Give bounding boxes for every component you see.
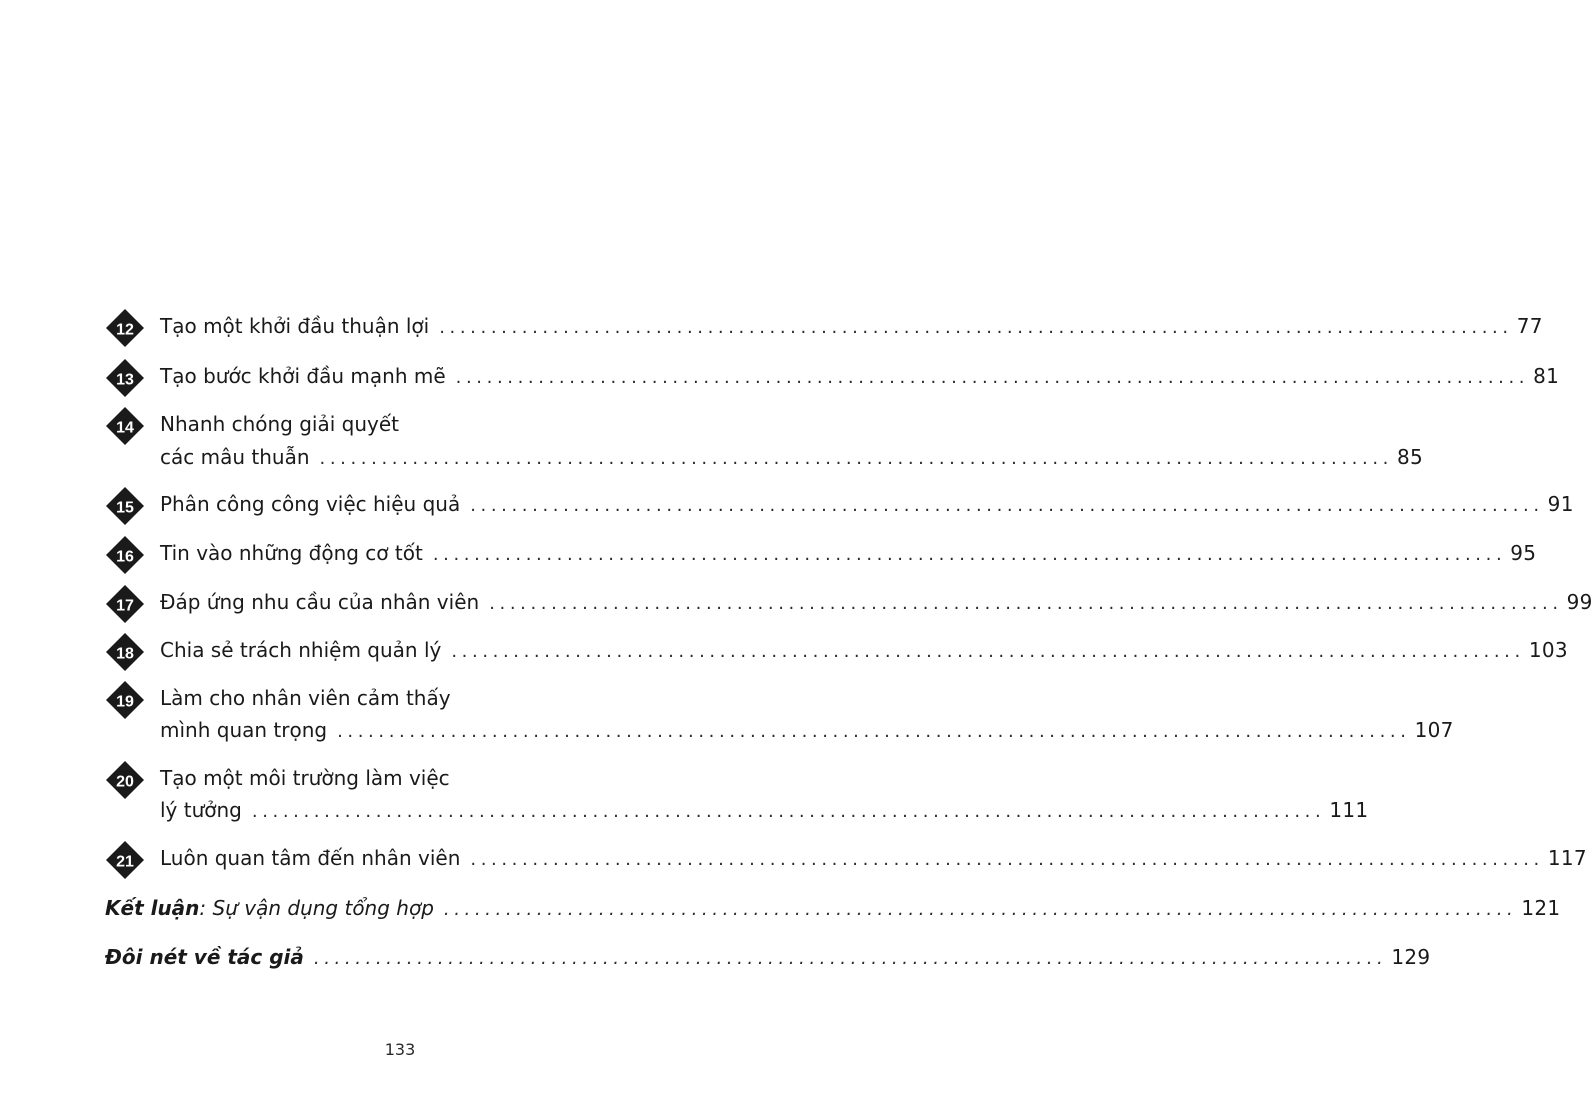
dot-leader: ........................................................................................................ [443,899,1518,920]
badge-number: 12 [116,321,134,339]
badge-number: 17 [116,597,134,615]
entry-title: Làm cho nhân viên cảm thấy [160,686,451,710]
toc-line [105,941,1431,973]
entry-title: Đáp ứng nhu cầu của nhân viên [160,590,480,614]
toc-line [160,762,707,794]
toc-line [160,794,1369,826]
conclusion-lead: Kết luận [105,896,200,920]
entry-title: Tạo bước khởi đầu mạnh mẽ [160,364,446,388]
entry-page: 95 [1510,541,1537,565]
badge-number: 21 [116,853,134,871]
dot-leader: ........................................................................................................ [251,801,1326,822]
dot-leader: ........................................................................................................ [439,317,1513,338]
badge-number: 18 [116,645,134,663]
entry-page: 111 [1329,798,1369,822]
entry-page: 117 [1547,846,1587,870]
entry-title: Phân công công việc hiệu quả [160,492,461,516]
entry-title [105,941,304,973]
entry-title-continued: các mâu thuẫn [160,445,310,469]
entry-page: 121 [1521,896,1561,920]
entry-title: Luôn quan tâm đến nhân viên [160,846,461,870]
entry-page: 91 [1547,492,1574,516]
badge-number: 16 [116,548,134,566]
toc-line [160,488,1574,520]
diamond-number-badge-icon [105,760,145,800]
toc-line [160,360,1560,392]
toc-line [160,842,1587,874]
toc-line [160,634,1568,666]
diamond-number-badge-icon [105,486,145,526]
diamond-number-badge-icon [105,840,145,880]
badge-number: 20 [116,773,134,791]
badge-number: 13 [116,371,134,389]
author-title: Đôi nét về tác giả [105,945,304,969]
dot-leader: ........................................................................................................ [455,367,1530,388]
diamond-number-badge-icon [105,535,145,575]
diamond-number-badge-icon [105,584,145,624]
entry-title: Tạo một môi trường làm việc [160,766,450,790]
dot-leader: ........................................................................................................ [319,448,1393,469]
conclusion-rest: : Sự vận dụng tổng hợp [199,896,434,920]
page-number: 133 [384,1040,416,1059]
dot-leader: ........................................................................................................ [470,495,1544,516]
entry-title: Chia sẻ trách nhiệm quản lý [160,638,442,662]
badge-number: 15 [116,499,134,517]
toc-line [160,537,1537,569]
entry-page: 103 [1528,638,1568,662]
entry-page: 107 [1414,718,1454,742]
diamond-number-badge-icon [105,406,145,446]
toc-line [160,586,1593,618]
toc-line [160,714,1454,746]
entry-title: Tin vào những động cơ tốt [160,541,423,565]
toc-line [160,441,1424,473]
toc-line [160,408,707,440]
dot-leader: ........................................................................................................ [337,721,1411,742]
entry-page: 99 [1566,590,1593,614]
entry-page: 81 [1533,364,1560,388]
entry-page: 85 [1396,445,1424,469]
badge-number: 14 [116,419,134,437]
badge-number: 19 [116,693,134,711]
diamond-number-badge-icon [105,358,145,398]
entry-title [105,892,434,924]
dot-leader: ........................................................................................................ [470,849,1544,870]
entry-title: Tạo một khởi đầu thuận lợi [160,314,430,338]
entry-title-continued: lý tưởng [160,798,242,822]
dot-leader: ........................................................................................................ [432,544,1507,565]
dot-leader: ........................................................................................................ [489,593,1563,614]
diamond-number-badge-icon [105,680,145,720]
diamond-number-badge-icon [105,308,145,348]
entry-title: Nhanh chóng giải quyết [160,412,400,436]
dot-leader: ........................................................................................................ [451,641,1525,662]
entry-page: 77 [1516,314,1543,338]
diamond-number-badge-icon [105,632,145,672]
toc-line [160,682,707,714]
toc-line [160,310,1543,342]
dot-leader: ........................................................................................................ [313,948,1388,969]
toc-line [105,892,1561,924]
entry-page: 129 [1391,945,1431,969]
entry-title-continued: mình quan trọng [160,718,328,742]
